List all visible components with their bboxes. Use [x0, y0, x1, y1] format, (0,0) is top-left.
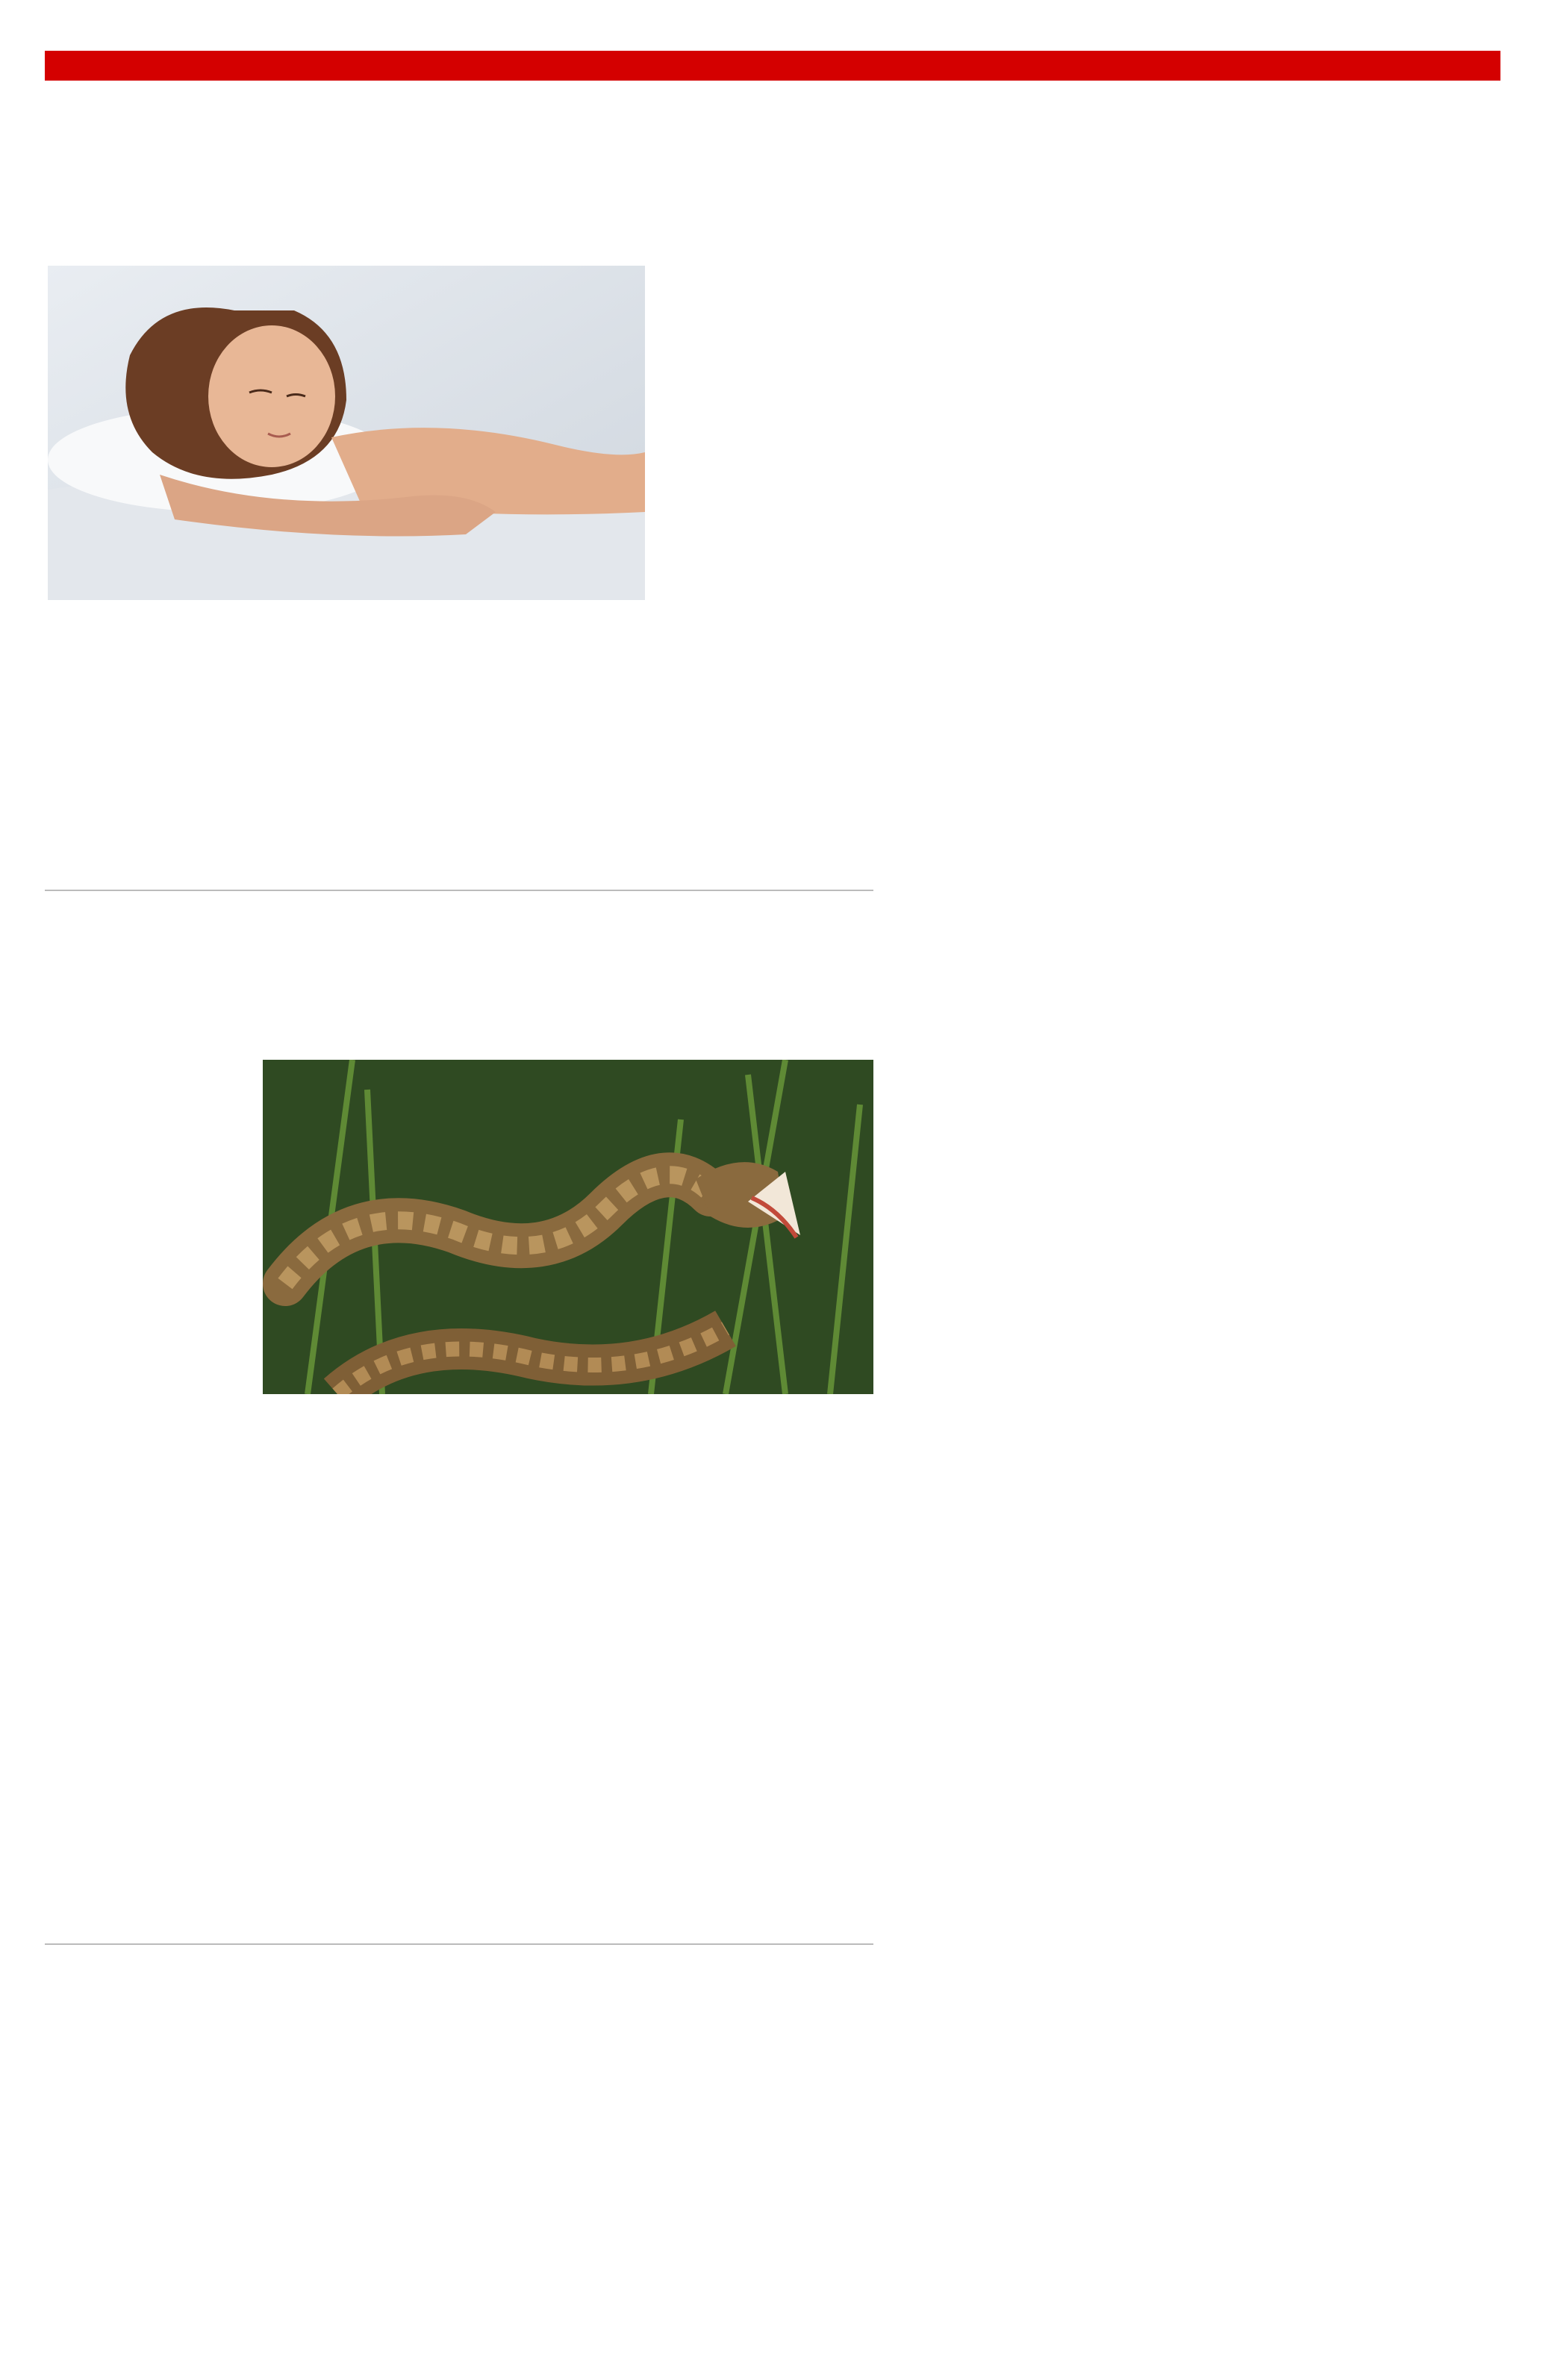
- section-divider: [45, 1943, 873, 1945]
- sleep-side-column: [653, 266, 873, 840]
- sleeping-woman-photo: [48, 266, 645, 600]
- snake-body-text: [263, 1400, 873, 1937]
- sleep-body-text: [48, 606, 645, 882]
- water-top-text: [58, 2115, 873, 2311]
- section-divider: [45, 890, 873, 891]
- snake-photo: [263, 1060, 873, 1394]
- masthead-bar: [45, 51, 1500, 81]
- snake-side-column: [48, 1060, 253, 1937]
